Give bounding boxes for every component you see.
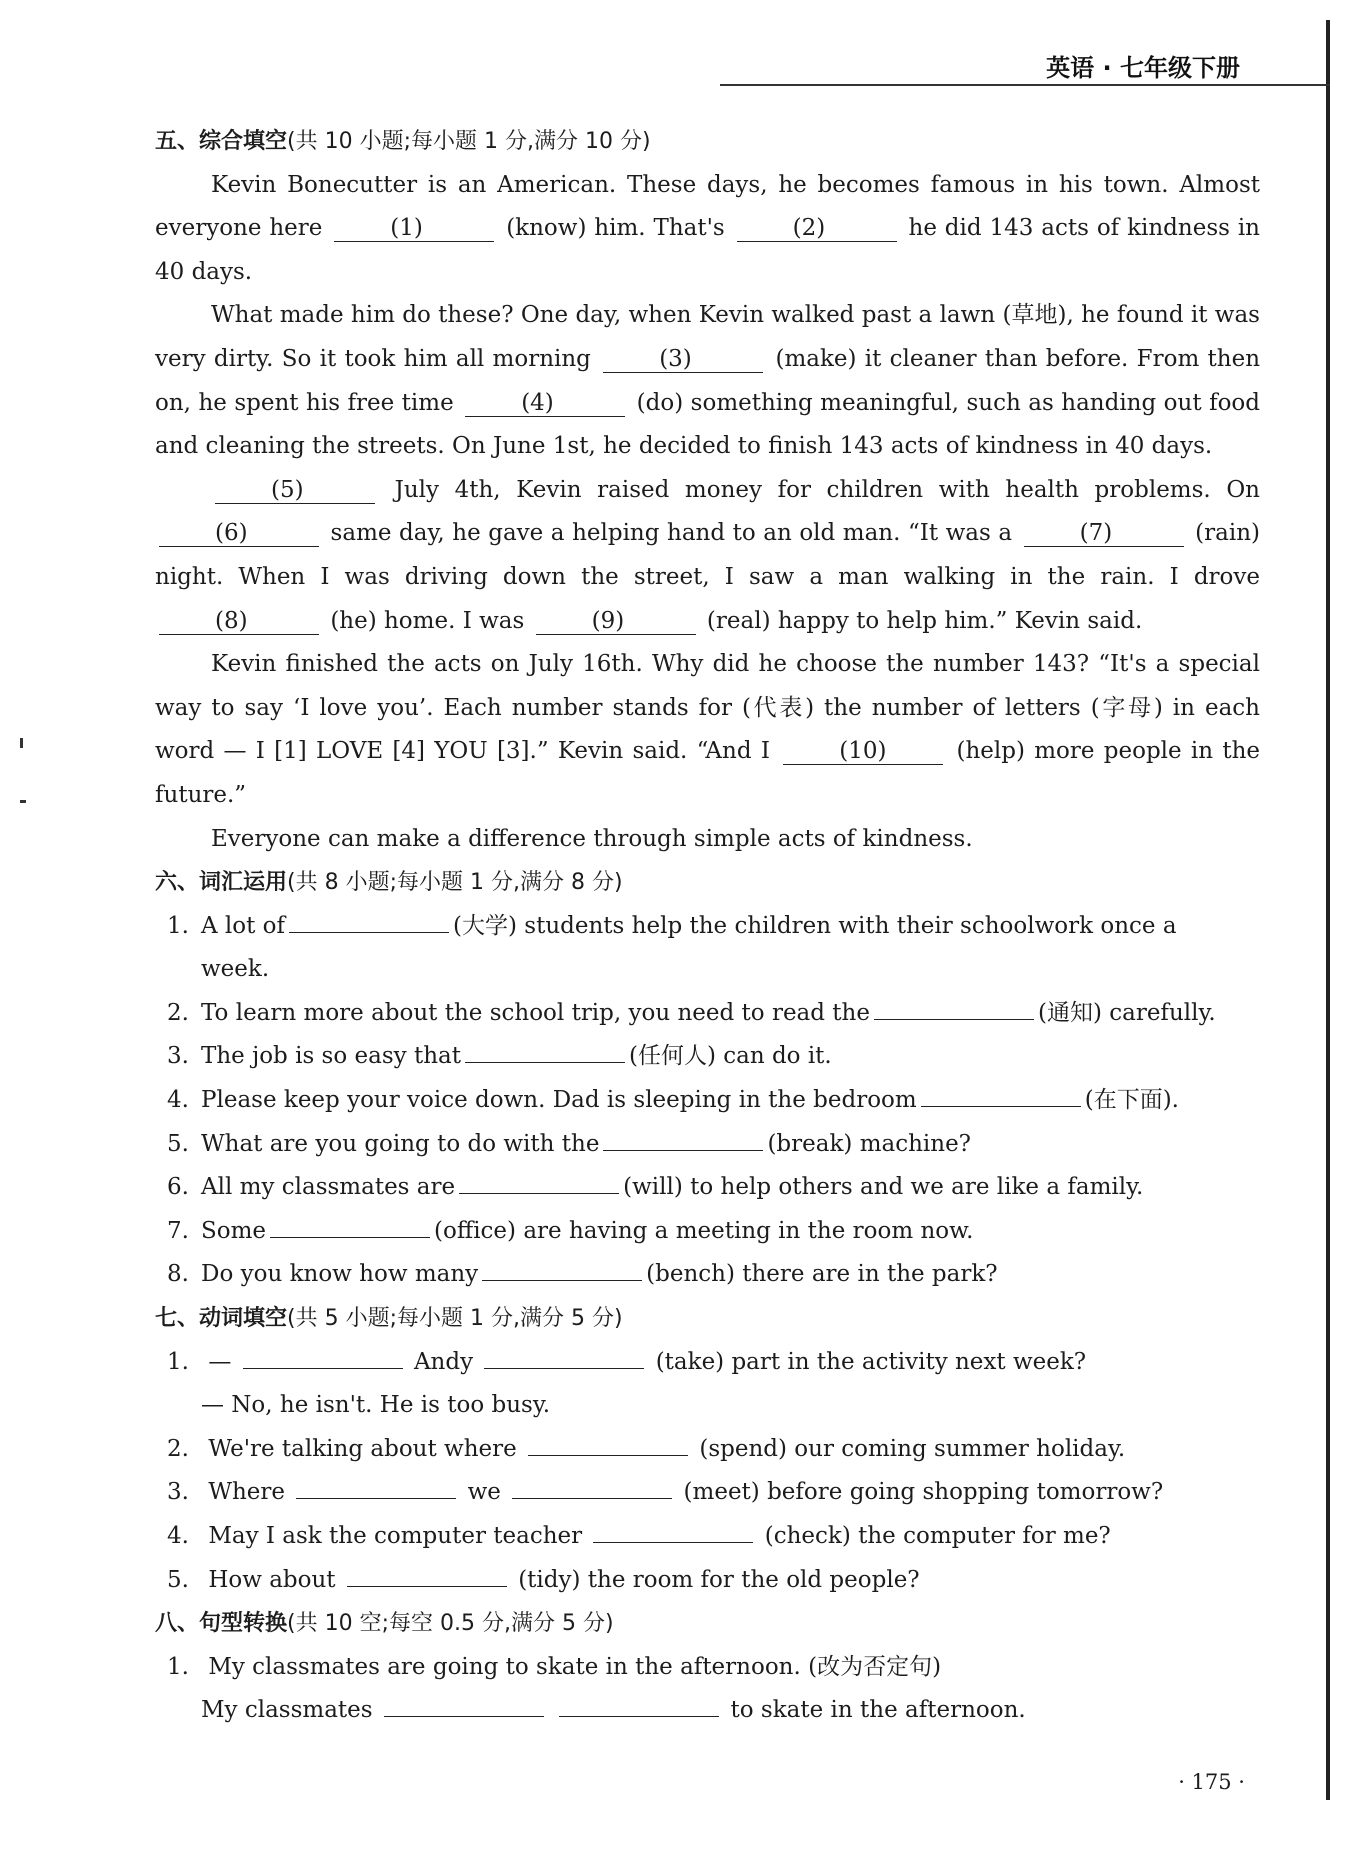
answer-blank[interactable] — [528, 1455, 688, 1456]
question-number: 6. — [167, 1174, 189, 1201]
question-text: What are you going to do with the — [201, 1130, 600, 1157]
question-text: — — [208, 1348, 232, 1375]
question-item — [155, 1166, 1260, 1210]
answer-blank[interactable] — [593, 1542, 753, 1543]
header-rule — [720, 84, 1330, 86]
passage-text: Kevin Bonecutter is an American. These days, he becomes famous in his town. Almost everyone here — [155, 171, 1260, 242]
question-text: My classmates are going to skate in the afternoon. (改为否定句) — [208, 1653, 942, 1680]
passage-text: July 4th, Kevin raised money for children with health problems. On — [394, 476, 1260, 503]
question-text: (通知) carefully. — [1037, 999, 1216, 1026]
answer-blank[interactable]: (1) — [334, 215, 494, 242]
question-text: we — [467, 1479, 501, 1506]
section-8-heading — [155, 1602, 1260, 1646]
passage-paragraph — [155, 469, 1260, 643]
question-text: (office) are having a meeting in the room now. — [434, 1217, 974, 1244]
question-text: (任何人) can do it. — [628, 1043, 832, 1070]
answer-blank[interactable]: (9) — [536, 608, 696, 635]
question-text: A lot of — [201, 912, 286, 939]
question-text: Please keep your voice down. Dad is sleeping in the bedroom — [201, 1087, 917, 1114]
question-text: (check) the computer for me? — [764, 1523, 1111, 1549]
question-number: 5. — [167, 1566, 189, 1593]
question-text: Do you know how many — [201, 1261, 479, 1288]
question-text: (在下面). — [1084, 1087, 1179, 1114]
question-answer-line — [155, 1689, 1260, 1733]
question-item — [155, 1035, 1260, 1079]
passage-text: (rain) night. When I was driving down the street, I saw a man walking in the rain. I drove — [155, 520, 1260, 590]
passage-text: (know) him. That's — [506, 215, 725, 242]
question-text: To learn more about the school trip, you need to read the — [201, 999, 870, 1026]
answer-blank[interactable]: (10) — [783, 738, 943, 765]
question-text: (大学) students help the children with their schoolwork once a — [453, 912, 1177, 939]
answer-blank[interactable] — [482, 1280, 642, 1281]
question-text: My classmates — [201, 1697, 373, 1724]
page-edge-rule — [1326, 20, 1330, 1800]
answer-blank[interactable]: (3) — [603, 346, 763, 373]
question-text: to skate in the afternoon. — [730, 1697, 1026, 1724]
question-text: (meet) before going shopping tomorrow? — [683, 1479, 1164, 1506]
question-text: Some — [201, 1217, 267, 1244]
question-number: 2. — [167, 1435, 189, 1462]
answer-blank[interactable]: (4) — [465, 390, 625, 417]
question-item — [155, 1428, 1260, 1472]
margin-mark — [20, 800, 26, 803]
question-text: May I ask the computer teacher — [208, 1523, 583, 1549]
question-text: Andy — [413, 1348, 474, 1375]
answer-blank[interactable] — [459, 1193, 619, 1194]
question-number: 1. — [167, 912, 189, 939]
question-number: 3. — [167, 1479, 189, 1506]
passage-text: (he) home. I was — [330, 607, 525, 634]
question-text: All my classmates are — [201, 1174, 456, 1201]
question-text: (will) to help others and we are like a family. — [623, 1174, 1144, 1201]
section-title: 综合填空 — [199, 129, 288, 154]
passage-text: he did 143 acts of kindness in 40 days. — [155, 215, 1260, 285]
question-number: 8. — [167, 1261, 189, 1288]
page-number: · 175 · — [1178, 1770, 1245, 1794]
answer-blank[interactable] — [384, 1716, 544, 1717]
passage-paragraph — [155, 164, 1260, 295]
answer-blank[interactable]: (5) — [215, 477, 375, 504]
question-text: (tidy) the room for the old people? — [518, 1566, 920, 1593]
answer-blank[interactable] — [512, 1498, 672, 1499]
passage-text: What made him do these? One day, when Kevin walked past a lawn (草地), he found it was very dirty. So it took him all morning — [155, 302, 1260, 372]
section-7-heading — [155, 1297, 1260, 1341]
question-item — [155, 1341, 1260, 1385]
question-item — [155, 992, 1260, 1036]
answer-blank[interactable]: (6) — [159, 520, 319, 547]
passage-paragraph — [155, 643, 1260, 817]
section-note: (共 8 小题;每小题 1 分,满分 8 分) — [287, 870, 623, 896]
question-text: (spend) our coming summer holiday. — [699, 1435, 1126, 1462]
question-text: (break) machine? — [767, 1130, 972, 1157]
question-text: Where — [208, 1479, 285, 1506]
passage-text: Kevin finished the acts on July 16th. Why did he choose the number 143? “It's a special way to say ‘I love you’. Each number stands for (代表) the number of letters (字母) in each word — I [1] LOVE [4] YOU [3].” Kevin said. “And I — [155, 651, 1260, 765]
question-item — [155, 1210, 1260, 1254]
answer-blank[interactable] — [921, 1106, 1081, 1107]
question-item — [155, 1646, 1260, 1690]
question-number: 5. — [167, 1130, 189, 1157]
answer-blank[interactable]: (7) — [1024, 520, 1184, 547]
section-title: 词汇运用 — [199, 870, 288, 896]
answer-blank[interactable]: (2) — [737, 215, 897, 242]
passage-paragraph: Everyone can make a difference through simple acts of kindness. — [211, 825, 973, 852]
passage-text: (do) something meaningful, such as handing out food and cleaning the streets. On June 1st, he decided to finish 143 acts of kindness in 40 days. — [155, 389, 1260, 460]
question-number: 7. — [167, 1217, 189, 1244]
passage-text: (real) happy to help him.” Kevin said. — [706, 607, 1143, 634]
vocab-question-list — [155, 905, 1260, 1297]
section-number: 八、 — [155, 1611, 200, 1637]
answer-blank[interactable] — [484, 1368, 644, 1369]
answer-blank[interactable] — [874, 1019, 1034, 1020]
page-header-title: 英语 · 七年级下册 — [1046, 54, 1240, 82]
answer-blank[interactable] — [270, 1237, 430, 1238]
section-note: (共 10 小题;每小题 1 分,满分 10 分) — [287, 129, 651, 154]
section-number: 六、 — [155, 870, 200, 896]
section-title: 动词填空 — [199, 1306, 288, 1332]
margin-mark — [20, 738, 23, 748]
question-item — [155, 905, 1260, 949]
question-number: 1. — [167, 1653, 189, 1680]
question-answer-line: — No, he isn't. He is too busy. — [201, 1392, 551, 1419]
question-item — [155, 1471, 1260, 1515]
section-note: (共 5 小题;每小题 1 分,满分 5 分) — [287, 1306, 623, 1332]
section-6-heading — [155, 861, 1260, 905]
question-text: (take) part in the activity next week? — [655, 1348, 1087, 1375]
answer-blank[interactable] — [347, 1586, 507, 1587]
question-number: 2. — [167, 999, 189, 1026]
section-number: 七、 — [155, 1306, 200, 1332]
passage-text: (make) it cleaner than before. From then on, he spent his free time — [155, 345, 1261, 416]
answer-blank[interactable] — [559, 1716, 719, 1717]
worksheet-content — [155, 120, 1260, 1733]
question-text: How about — [208, 1566, 336, 1593]
section-number: 五、 — [155, 129, 200, 154]
question-item — [155, 1079, 1260, 1123]
question-number: 3. — [167, 1043, 189, 1070]
answer-blank[interactable]: (8) — [159, 608, 319, 635]
passage-paragraph — [155, 294, 1260, 468]
answer-blank[interactable] — [296, 1498, 456, 1499]
question-number: 4. — [167, 1523, 189, 1549]
answer-blank[interactable] — [465, 1062, 625, 1063]
question-continuation: week. — [201, 956, 270, 983]
passage-text: (help) more people in the future.” — [155, 738, 1261, 808]
passage-text: same day, he gave a helping hand to an old man. “It was a — [330, 520, 1013, 547]
answer-blank[interactable] — [603, 1150, 763, 1151]
question-text: We're talking about where — [208, 1435, 517, 1462]
answer-blank[interactable] — [289, 932, 449, 933]
section-5-heading — [155, 120, 1260, 164]
question-number: 1. — [167, 1348, 189, 1375]
section-title: 句型转换 — [199, 1611, 288, 1637]
question-item — [155, 1515, 1260, 1559]
question-number: 4. — [167, 1087, 189, 1114]
answer-blank[interactable] — [243, 1368, 403, 1369]
question-item — [155, 1559, 1260, 1603]
question-item — [155, 1123, 1260, 1167]
section-note: (共 10 空;每空 0.5 分,满分 5 分) — [287, 1611, 614, 1637]
question-text: (bench) there are in the park? — [646, 1261, 998, 1288]
question-item — [155, 1253, 1260, 1297]
question-text: The job is so easy that — [201, 1043, 461, 1070]
